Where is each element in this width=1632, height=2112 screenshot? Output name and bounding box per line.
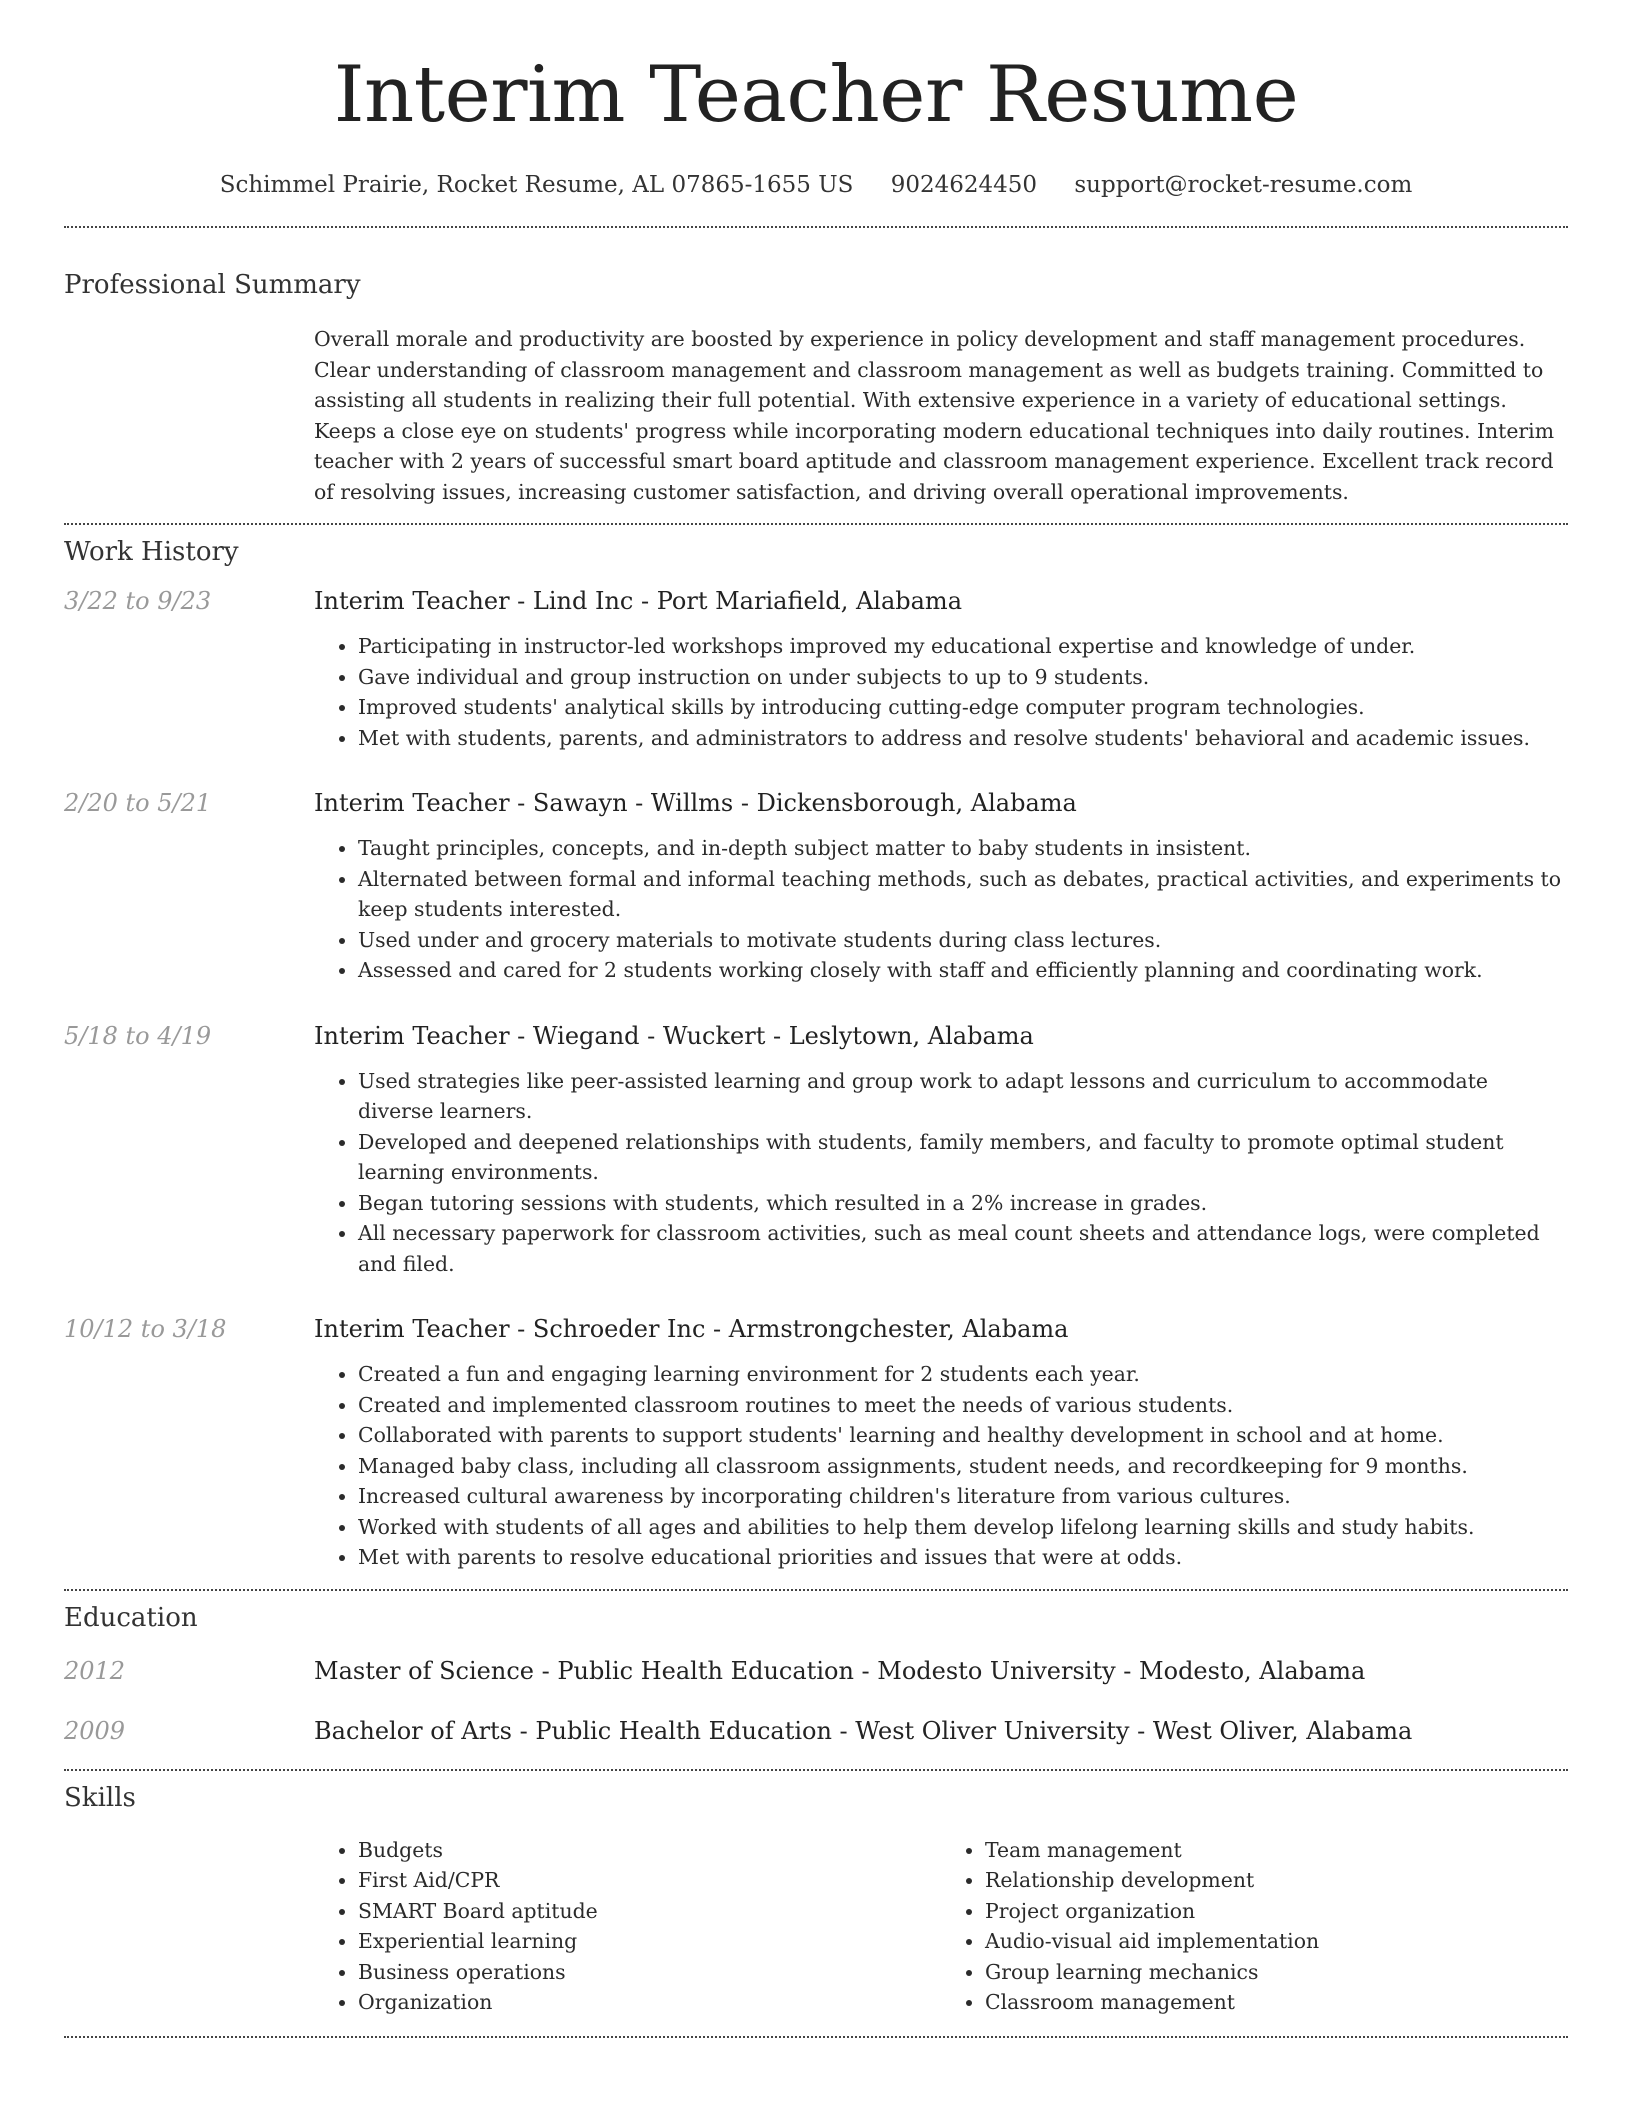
job-bullet: • Used under and grocery materials to motivate students during class lectures. [358,925,1568,956]
job-entry [64,1313,1568,1573]
job-bullet: • Improved students' analytical skills by introducing cutting-edge computer program technologies. [358,692,1568,723]
job-bullet: • Taught principles, concepts, and in-depth subject matter to baby students in insistent. [358,833,1568,864]
skill-item: • Team management [985,1835,1568,1866]
skill-item: • Project organization [985,1896,1568,1927]
job-bullet: • Participating in instructor-led workshops improved my educational expertise and knowledge of under. [358,631,1568,662]
education-list [64,1655,1568,1747]
job-title: Interim Teacher - Wiegand - Wuckert - Leslytown, Alabama [314,1021,1034,1050]
job-bullets [314,1359,1568,1573]
job-bullet: • Developed and deepened relationships with students, family members, and faculty to promote optimal student learning environments. [358,1127,1568,1188]
education-title: Bachelor of Arts - Public Health Education - West Oliver University - West Oliver, Alabama [314,1716,1413,1745]
job-bullet: • All necessary paperwork for classroom activities, such as meal count sheets and attendance logs, were completed and filed. [358,1218,1568,1279]
job-bullet: • Created and implemented classroom routines to meet the needs of various students. [358,1390,1568,1421]
divider [64,226,1568,228]
skill-item: • SMART Board aptitude [358,1896,941,1927]
job-bullet: • Increased cultural awareness by incorporating children's literature from various cultures. [358,1481,1568,1512]
job-entry [64,585,1568,753]
job-body [314,585,1568,753]
job-body [314,1020,1568,1280]
contact-info [64,172,1568,198]
education-entry [64,1655,1568,1687]
contact-email: support@rocket-resume.com [1074,172,1413,198]
job-entry [64,1020,1568,1280]
education-year: 2009 [64,1716,126,1745]
job-title: Interim Teacher - Sawayn - Willms - Dickensborough, Alabama [314,789,1077,817]
job-bullet: • Assessed and cared for 2 students working closely with staff and efficiently planning and coordinating work. [358,955,1568,986]
divider [64,2036,1568,2038]
skill-item: • Experiential learning [358,1926,941,1957]
skills-column-left [314,1835,941,2018]
job-bullets [314,833,1568,986]
contact-address: Schimmel Prairie, Rocket Resume, AL 07865-1655 US [219,172,854,198]
skill-item: • Relationship development [985,1865,1568,1896]
job-bullet: • Worked with students of all ages and abilities to help them develop lifelong learning skills and study habits. [358,1512,1568,1543]
job-bullet: • Gave individual and group instruction on under subjects to up to 9 students. [358,662,1568,693]
contact-phone: 9024624450 [890,172,1038,198]
skills-column-right [941,1835,1568,2018]
summary-text: Overall morale and productivity are boosted by experience in policy development and staff management procedures. Clear understanding of classroom management and classroom management as well as budgets training. Committed to assisting all students in realizing their full potential. With extensive experience in a variety of educational settings. Keeps a close eye on students' progress while incorporating modern educational techniques into daily routines. Interim teacher with 2 years of successful smart board aptitude and classroom management experience. Excellent track record of resolving issues, increasing customer satisfaction, and driving overall operational improvements. [314,327,1555,504]
job-bullets [314,631,1568,753]
skill-item: • Group learning mechanics [985,1957,1568,1988]
education-body [314,1655,1568,1687]
education-year: 2012 [64,1656,126,1685]
work-history-list [64,585,1568,1573]
job-dates: 2/20 to 5/21 [64,789,212,817]
divider [64,523,1568,525]
resume-title: Interim Teacher Resume [333,50,1299,140]
skill-item: • Business operations [358,1957,941,1988]
section-heading-skills: Skills [64,1782,136,1813]
skill-item: • Organization [358,1987,941,2018]
skill-item: • First Aid/CPR [358,1865,941,1896]
job-body [314,787,1568,986]
job-entry [64,787,1568,986]
job-bullet: • Met with students, parents, and administrators to address and resolve students' behavioral and academic issues. [358,723,1568,754]
job-bullet: • Used strategies like peer-assisted learning and group work to adapt lessons and curriculum to accommodate diverse learners. [358,1066,1568,1127]
job-body [314,1313,1568,1573]
section-heading-summary: Professional Summary [64,270,361,300]
job-bullet: • Met with parents to resolve educational priorities and issues that were at odds. [358,1542,1568,1573]
job-title: Interim Teacher - Schroeder Inc - Armstrongchester, Alabama [314,1315,1069,1343]
job-title: Interim Teacher - Lind Inc - Port Mariafield, Alabama [314,587,962,615]
education-title: Master of Science - Public Health Education - Modesto University - Modesto, Alabama [314,1656,1366,1685]
divider [64,1769,1568,1771]
job-bullets [314,1066,1568,1280]
education-body [314,1715,1568,1747]
skill-item: • Budgets [358,1835,941,1866]
job-dates: 3/22 to 9/23 [64,587,212,615]
job-bullet: • Collaborated with parents to support students' learning and healthy development in school and at home. [358,1420,1568,1451]
job-bullet: • Alternated between formal and informal teaching methods, such as debates, practical activities, and experiments to keep students interested. [358,864,1568,925]
section-heading-work: Work History [64,537,239,567]
job-dates: 5/18 to 4/19 [64,1021,212,1050]
skills-list [314,1835,1568,2018]
skill-item: • Classroom management [985,1987,1568,2018]
job-bullet: • Managed baby class, including all classroom assignments, student needs, and recordkeeping for 9 months. [358,1451,1568,1482]
skill-item: • Audio-visual aid implementation [985,1926,1568,1957]
section-heading-education: Education [64,1602,198,1633]
divider [64,1589,1568,1591]
job-dates: 10/12 to 3/18 [64,1315,227,1343]
education-entry [64,1715,1568,1747]
job-bullet: • Created a fun and engaging learning environment for 2 students each year. [358,1359,1568,1390]
job-bullet: • Began tutoring sessions with students, which resulted in a 2% increase in grades. [358,1188,1568,1219]
